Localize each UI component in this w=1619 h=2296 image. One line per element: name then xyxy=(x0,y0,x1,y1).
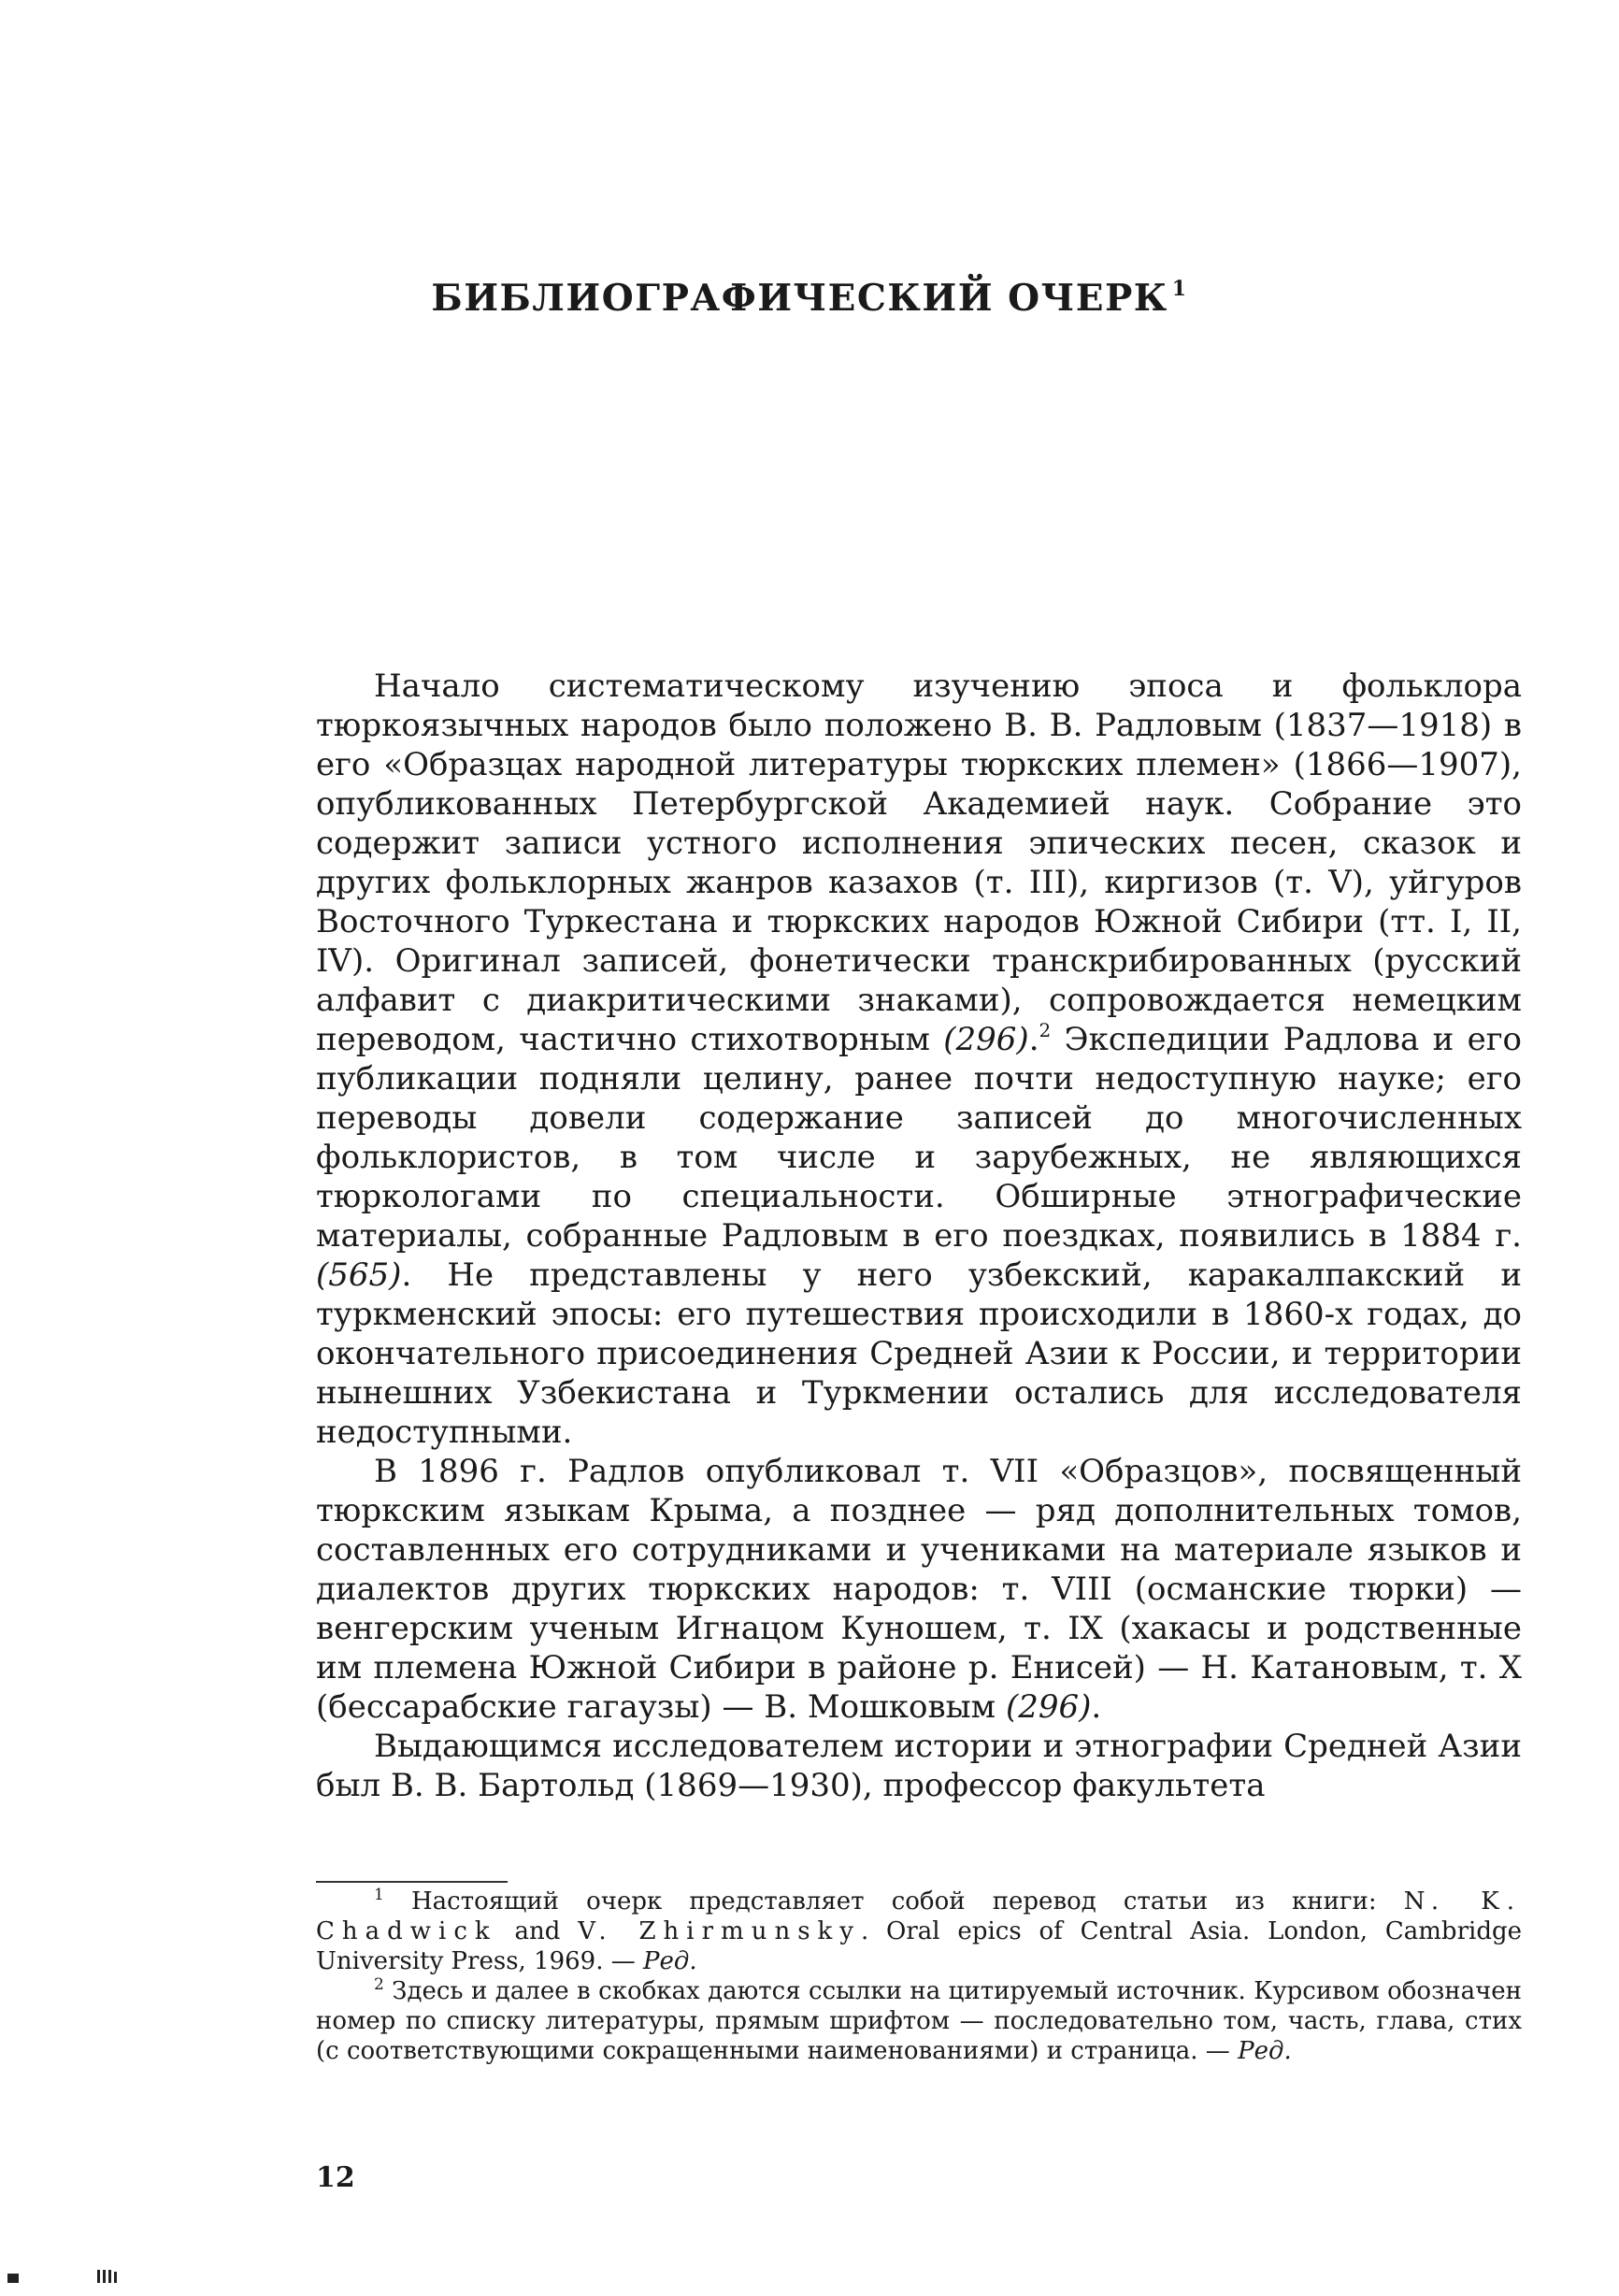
paragraph-1-text: Начало систематическому изучению эпоса и фольклора тюркоязычных народов было положено В. В. Радловым (1837—1918) в его «Образцах народной литературы тюркских племен» (1866—1907), опубликованных Петербургской Академией наук. Собрание это содержит записи устного исполнения эпических песен, сказок и других фольклорных жанров казахов (т. III), киргизов (т. V), уйгуров Восточного Туркестана и тюркских народов Южной Сибири (тт. I, II, IV). Оригинал записей, фонетически транскрибированных (русский алфавит с диакритическими знаками), сопровождается немецким переводом, частично стихотворным xyxy=(316,667,1522,1058)
footnote-1-text: Настоящий очерк представляет собой перевод статьи из книги: xyxy=(383,1887,1404,1916)
editor-mark: Ред. xyxy=(643,1947,697,1975)
paragraph-2-text-end: . xyxy=(1091,1688,1102,1726)
scan-speck xyxy=(97,2270,100,2283)
page-title xyxy=(0,277,1619,320)
literature-ref: (296) xyxy=(1005,1688,1092,1726)
title-text: БИБЛИОГРАФИЧЕСКИЙ ОЧЕРК xyxy=(431,277,1168,320)
scan-speck xyxy=(114,2272,117,2283)
footnote-1-conjunction: and xyxy=(496,1917,579,1945)
body-text xyxy=(316,667,1522,1805)
scan-speck xyxy=(103,2270,106,2283)
paragraph-2-text: В 1896 г. Радлов опубликовал т. VII «Образцов», посвященный тюркским языкам Крыма, а позднее — ряд дополнительных томов, составленных его сотрудниками и учениками на материале языков и диалектов других тюркских народов: т. VIII (османские тюрки) — венгерским ученым Игнацом Куношем, т. IX (хакасы и родственные им племена Южной Сибири в районе р. Енисей) — Н. Катановым, т. X (бессарабские гагаузы) — В. Мошковым xyxy=(316,1453,1522,1726)
paragraph-3 xyxy=(316,1727,1522,1805)
scan-speck xyxy=(7,2274,19,2283)
scan-speck xyxy=(108,2270,111,2283)
footnote-1 xyxy=(316,1887,1522,1976)
paragraph-1 xyxy=(316,667,1522,1452)
paragraph-1-punct: . xyxy=(1028,1021,1039,1058)
footnote-2-mark: 2 xyxy=(1039,1019,1052,1041)
footnotes xyxy=(316,1887,1522,2066)
author-name: V. Zhirmunsky xyxy=(578,1917,861,1945)
footnote-1-text-end: . Oral epics of Central Asia. London, Cambridge University Press, 1969. — xyxy=(316,1917,1522,1975)
footnote-divider xyxy=(316,1881,508,1883)
title-footnote-mark: 1 xyxy=(1171,277,1188,301)
editor-mark: Ред. xyxy=(1238,2037,1292,2065)
literature-ref: (565) xyxy=(316,1256,402,1294)
footnote-2-mark: 2 xyxy=(374,1975,384,1994)
paragraph-1-text-middle: Экспедиции Радлова и его публикации подняли целину, ранее почти недоступную науке; его переводы довели содержание записей до многочисленных фольклористов, в том числе и зарубежных, не являющихся тюркологами по специальности. Обширные этнографические материалы, собранные Радловым в его поездках, появились в 1884 г. xyxy=(316,1021,1522,1255)
paragraph-3-text: Выдающимся исследователем истории и этнографии Средней Азии был В. В. Бартольд (1869—1930), профессор факультета xyxy=(316,1728,1522,1804)
footnote-1-mark: 1 xyxy=(374,1886,384,1904)
paragraph-2 xyxy=(316,1452,1522,1727)
footnote-2-text: Здесь и далее в скобках даются ссылки на цитируемый источник. Курсивом обозначен номер по списку литературы, прямым шрифтом — последовательно том, часть, глава, стих (с соответствующими сокращенными наименованиями) и страница. — xyxy=(316,1977,1522,2065)
literature-ref: (296) xyxy=(943,1021,1029,1058)
author-name: N. K. Chadwick xyxy=(316,1887,1522,1945)
paragraph-1-text-end: . Не представлены у него узбекский, каракалпакский и туркменский эпосы: его путешествия происходили в 1860-х годах, до окончательного присоединения Средней Азии к России, и территории нынешних Узбекистана и Туркмении остались для исследователя недоступными. xyxy=(316,1256,1522,1451)
footnote-2 xyxy=(316,1976,1522,2066)
page-number: 12 xyxy=(316,2161,355,2194)
